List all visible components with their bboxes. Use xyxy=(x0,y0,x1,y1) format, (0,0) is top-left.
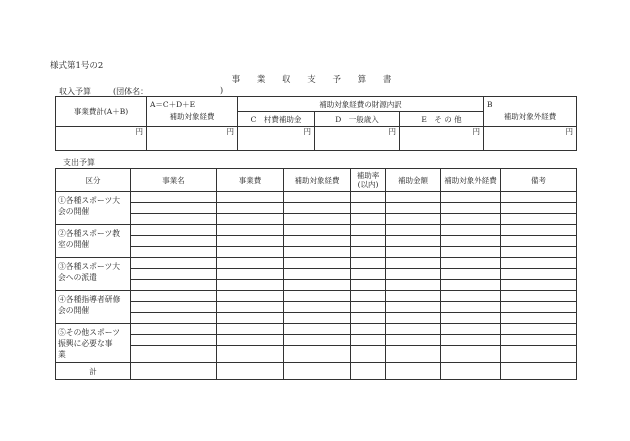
expense-item-1-cost-cell[interactable] xyxy=(217,203,284,214)
expense-row xyxy=(56,324,577,335)
expense-amount-header: 補助金額 xyxy=(386,169,441,192)
expense-total-project-cell[interactable] xyxy=(131,363,217,380)
expense-item-4-remarks-cell[interactable] xyxy=(501,313,577,324)
expense-item-4-eligible-cell[interactable] xyxy=(284,313,351,324)
expense-total-amount-cell[interactable] xyxy=(386,363,441,380)
expense-row xyxy=(56,346,577,363)
expense-item-4-project-cell[interactable] xyxy=(131,302,217,313)
expense-item-5-remarks-cell[interactable] xyxy=(501,346,577,363)
expense-row xyxy=(56,302,577,313)
expense-item-label-line: 会の開催 xyxy=(58,207,90,216)
expense-item-3-category xyxy=(56,258,131,291)
expense-row xyxy=(56,192,577,203)
expense-item-3-remarks-cell[interactable] xyxy=(501,280,577,291)
expense-item-4-amount-cell[interactable] xyxy=(386,313,441,324)
expense-item-3-ineligible-cell[interactable] xyxy=(441,258,501,269)
expense-item-3-rate-cell[interactable] xyxy=(351,258,386,269)
expense-item-2-ineligible-cell[interactable] xyxy=(441,247,501,258)
expense-item-5-remarks-cell[interactable] xyxy=(501,335,577,346)
income-ineligible-amount[interactable] xyxy=(484,127,577,151)
expense-total-row xyxy=(56,363,577,380)
expense-item-3-project-cell[interactable] xyxy=(131,258,217,269)
expense-item-1-amount-cell[interactable] xyxy=(386,203,441,214)
income-ineligible-header xyxy=(484,97,577,127)
expense-item-5-eligible-cell[interactable] xyxy=(284,335,351,346)
income-budget-table xyxy=(55,96,577,151)
expense-item-label-line: ③各種スポーツ大 xyxy=(58,262,121,271)
expense-item-3-eligible-cell[interactable] xyxy=(284,280,351,291)
organization-name-close: ) xyxy=(220,86,224,95)
expense-row xyxy=(56,313,577,324)
expense-item-5-category xyxy=(56,324,131,363)
expense-item-1-cost-cell[interactable] xyxy=(217,192,284,203)
expense-eligible-header: 補助対象経費 xyxy=(284,169,351,192)
expense-item-5-rate-cell[interactable] xyxy=(351,335,386,346)
expense-item-3-ineligible-cell[interactable] xyxy=(441,280,501,291)
expense-item-5-remarks-cell[interactable] xyxy=(501,324,577,335)
expense-item-1-project-cell[interactable] xyxy=(131,192,217,203)
expense-item-2-project-cell[interactable] xyxy=(131,236,217,247)
expense-item-label-line: 会の開催 xyxy=(58,306,90,315)
expense-item-label-line: 業 xyxy=(58,350,66,359)
expense-item-2-rate-cell[interactable] xyxy=(351,247,386,258)
expense-item-2-rate-cell[interactable] xyxy=(351,236,386,247)
expense-item-label-line: ②各種スポーツ教 xyxy=(58,229,121,238)
expense-item-4-amount-cell[interactable] xyxy=(386,291,441,302)
expense-item-4-ineligible-cell[interactable] xyxy=(441,313,501,324)
yen-unit: 円 xyxy=(135,127,143,136)
expense-total-cost-cell[interactable] xyxy=(217,363,284,380)
expense-total-remarks-cell[interactable] xyxy=(501,363,577,380)
expense-row xyxy=(56,225,577,236)
yen-unit: 円 xyxy=(388,127,396,136)
expense-item-4-cost-cell[interactable] xyxy=(217,302,284,313)
expense-item-3-amount-cell[interactable] xyxy=(386,258,441,269)
income-total-header: 事業費計(A＋B) xyxy=(56,97,147,127)
expense-row xyxy=(56,280,577,291)
expense-item-5-rate-cell[interactable] xyxy=(351,324,386,335)
income-eligible-label: 補助対象経費 xyxy=(169,112,215,121)
income-ineligible-letter: B xyxy=(487,100,493,109)
expense-row xyxy=(56,291,577,302)
yen-unit: 円 xyxy=(303,127,311,136)
expense-item-1-project-cell[interactable] xyxy=(131,203,217,214)
expense-item-1-eligible-cell[interactable] xyxy=(284,203,351,214)
expense-item-2-eligible-cell[interactable] xyxy=(284,225,351,236)
expense-row xyxy=(56,214,577,225)
expense-item-5-rate-cell[interactable] xyxy=(351,346,386,363)
yen-unit: 円 xyxy=(226,127,234,136)
document-title: 事 業 収 支 予 算 書 xyxy=(231,75,399,85)
expense-item-4-category xyxy=(56,291,131,324)
expense-item-3-rate-cell[interactable] xyxy=(351,280,386,291)
expense-item-4-rate-cell[interactable] xyxy=(351,291,386,302)
expense-item-2-project-cell[interactable] xyxy=(131,247,217,258)
expense-item-2-eligible-cell[interactable] xyxy=(284,247,351,258)
expense-rate-limit: (以内) xyxy=(357,180,379,189)
expense-total-label: 計 xyxy=(56,363,131,380)
income-breakdown-header: 補助対象経費の財源内訳 xyxy=(238,97,484,112)
expense-total-eligible-cell[interactable] xyxy=(284,363,351,380)
expense-item-4-rate-cell[interactable] xyxy=(351,313,386,324)
income-general-revenue-amount[interactable] xyxy=(315,127,400,151)
expense-item-2-project-cell[interactable] xyxy=(131,225,217,236)
expense-item-4-ineligible-cell[interactable] xyxy=(441,291,501,302)
expense-item-3-cost-cell[interactable] xyxy=(217,258,284,269)
expense-total-rate-cell[interactable] xyxy=(351,363,386,380)
expense-item-1-category xyxy=(56,192,131,225)
expense-item-label-line: ①各種スポーツ大 xyxy=(58,196,121,205)
expense-row xyxy=(56,203,577,214)
expense-item-1-amount-cell[interactable] xyxy=(386,214,441,225)
expense-row xyxy=(56,236,577,247)
yen-unit: 円 xyxy=(565,127,574,136)
expense-item-2-remarks-cell[interactable] xyxy=(501,236,577,247)
expense-item-1-ineligible-cell[interactable] xyxy=(441,214,501,225)
expense-item-2-ineligible-cell[interactable] xyxy=(441,236,501,247)
expense-item-3-amount-cell[interactable] xyxy=(386,269,441,280)
expense-item-3-remarks-cell[interactable] xyxy=(501,269,577,280)
expense-item-3-remarks-cell[interactable] xyxy=(501,258,577,269)
expense-item-1-eligible-cell[interactable] xyxy=(284,192,351,203)
expense-item-5-project-cell[interactable] xyxy=(131,346,217,363)
expense-item-4-cost-cell[interactable] xyxy=(217,313,284,324)
expense-item-5-project-cell[interactable] xyxy=(131,335,217,346)
expense-item-label-line: ⑤その他スポーツ xyxy=(58,328,121,337)
expense-item-2-amount-cell[interactable] xyxy=(386,247,441,258)
expense-item-3-ineligible-cell[interactable] xyxy=(441,269,501,280)
expense-item-4-eligible-cell[interactable] xyxy=(284,302,351,313)
expense-project-header: 事業名 xyxy=(131,169,217,192)
expense-row xyxy=(56,269,577,280)
expense-item-1-rate-cell[interactable] xyxy=(351,203,386,214)
income-eligible-formula: A＝C＋D＋E xyxy=(150,100,196,109)
expense-item-4-amount-cell[interactable] xyxy=(386,302,441,313)
expense-item-5-ineligible-cell[interactable] xyxy=(441,324,501,335)
expense-item-4-ineligible-cell[interactable] xyxy=(441,302,501,313)
expense-item-2-amount-cell[interactable] xyxy=(386,236,441,247)
expense-item-5-amount-cell[interactable] xyxy=(386,346,441,363)
expense-item-3-eligible-cell[interactable] xyxy=(284,258,351,269)
expense-item-5-eligible-cell[interactable] xyxy=(284,324,351,335)
expense-item-5-cost-cell[interactable] xyxy=(217,346,284,363)
income-other-header: E そ の 他 xyxy=(400,112,484,127)
income-village-subsidy-header: C 村費補助金 xyxy=(238,112,315,127)
income-total-amount[interactable] xyxy=(56,127,147,151)
yen-unit: 円 xyxy=(472,127,481,136)
expense-item-5-ineligible-cell[interactable] xyxy=(441,346,501,363)
expense-item-3-project-cell[interactable] xyxy=(131,280,217,291)
organization-name-label: (団体名： xyxy=(113,87,149,96)
expense-ineligible-header: 補助対象外経費 xyxy=(441,169,501,192)
expense-item-4-project-cell[interactable] xyxy=(131,291,217,302)
income-other-amount[interactable] xyxy=(400,127,484,151)
income-budget-label: 収入予算 xyxy=(59,87,91,96)
expense-item-5-cost-cell[interactable] xyxy=(217,324,284,335)
expense-item-3-project-cell[interactable] xyxy=(131,269,217,280)
expense-item-5-amount-cell[interactable] xyxy=(386,324,441,335)
expense-item-5-cost-cell[interactable] xyxy=(217,335,284,346)
expense-item-1-ineligible-cell[interactable] xyxy=(441,203,501,214)
expense-budget-label: 支出予算 xyxy=(63,158,95,167)
expense-item-1-remarks-cell[interactable] xyxy=(501,214,577,225)
expense-item-3-rate-cell[interactable] xyxy=(351,269,386,280)
expense-cost-header: 事業費 xyxy=(217,169,284,192)
expense-item-2-cost-cell[interactable] xyxy=(217,236,284,247)
expense-item-2-amount-cell[interactable] xyxy=(386,225,441,236)
expense-item-1-rate-cell[interactable] xyxy=(351,214,386,225)
expense-item-1-remarks-cell[interactable] xyxy=(501,203,577,214)
expense-item-4-remarks-cell[interactable] xyxy=(501,302,577,313)
expense-item-1-amount-cell[interactable] xyxy=(386,192,441,203)
expense-remarks-header: 備考 xyxy=(501,169,577,192)
expense-item-2-ineligible-cell[interactable] xyxy=(441,225,501,236)
expense-row xyxy=(56,335,577,346)
expense-item-4-project-cell[interactable] xyxy=(131,313,217,324)
income-eligible-amount[interactable] xyxy=(147,127,238,151)
expense-item-3-amount-cell[interactable] xyxy=(386,280,441,291)
expense-item-3-cost-cell[interactable] xyxy=(217,280,284,291)
income-general-revenue-header: D 一般歳入 xyxy=(315,112,400,127)
expense-item-2-remarks-cell[interactable] xyxy=(501,225,577,236)
expense-item-1-project-cell[interactable] xyxy=(131,214,217,225)
expense-item-5-eligible-cell[interactable] xyxy=(284,346,351,363)
expense-item-4-rate-cell[interactable] xyxy=(351,302,386,313)
expense-row xyxy=(56,258,577,269)
income-eligible-header xyxy=(147,97,238,127)
expense-item-2-rate-cell[interactable] xyxy=(351,225,386,236)
expense-item-label-line: 室の開催 xyxy=(58,240,90,249)
expense-item-4-cost-cell[interactable] xyxy=(217,291,284,302)
expense-item-1-eligible-cell[interactable] xyxy=(284,214,351,225)
expense-category-header: 区分 xyxy=(56,169,131,192)
income-village-subsidy-amount[interactable] xyxy=(238,127,315,151)
expense-item-4-remarks-cell[interactable] xyxy=(501,291,577,302)
expense-total-ineligible-cell[interactable] xyxy=(441,363,501,380)
expense-item-5-amount-cell[interactable] xyxy=(386,335,441,346)
expense-budget-table xyxy=(55,168,577,380)
expense-item-2-category xyxy=(56,225,131,258)
expense-item-label-line: 会への派遣 xyxy=(58,273,97,282)
expense-item-2-cost-cell[interactable] xyxy=(217,225,284,236)
expense-item-2-eligible-cell[interactable] xyxy=(284,236,351,247)
expense-item-1-rate-cell[interactable] xyxy=(351,192,386,203)
expense-rate-label: 補助率 xyxy=(356,171,380,180)
expense-item-5-ineligible-cell[interactable] xyxy=(441,335,501,346)
expense-row xyxy=(56,247,577,258)
form-id: 様式第1号の2 xyxy=(50,61,104,71)
expense-item-3-eligible-cell[interactable] xyxy=(284,269,351,280)
expense-item-label-line: 振興に必要な事 xyxy=(58,339,113,348)
expense-item-1-cost-cell[interactable] xyxy=(217,214,284,225)
expense-item-3-cost-cell[interactable] xyxy=(217,269,284,280)
expense-item-label-line: ④各種指導者研修 xyxy=(58,295,121,304)
expense-item-4-eligible-cell[interactable] xyxy=(284,291,351,302)
expense-item-2-cost-cell[interactable] xyxy=(217,247,284,258)
expense-item-1-ineligible-cell[interactable] xyxy=(441,192,501,203)
expense-item-5-project-cell[interactable] xyxy=(131,324,217,335)
income-ineligible-label: 補助対象外経費 xyxy=(503,112,557,121)
expense-item-2-remarks-cell[interactable] xyxy=(501,247,577,258)
expense-rate-header xyxy=(351,169,386,192)
expense-item-1-remarks-cell[interactable] xyxy=(501,192,577,203)
